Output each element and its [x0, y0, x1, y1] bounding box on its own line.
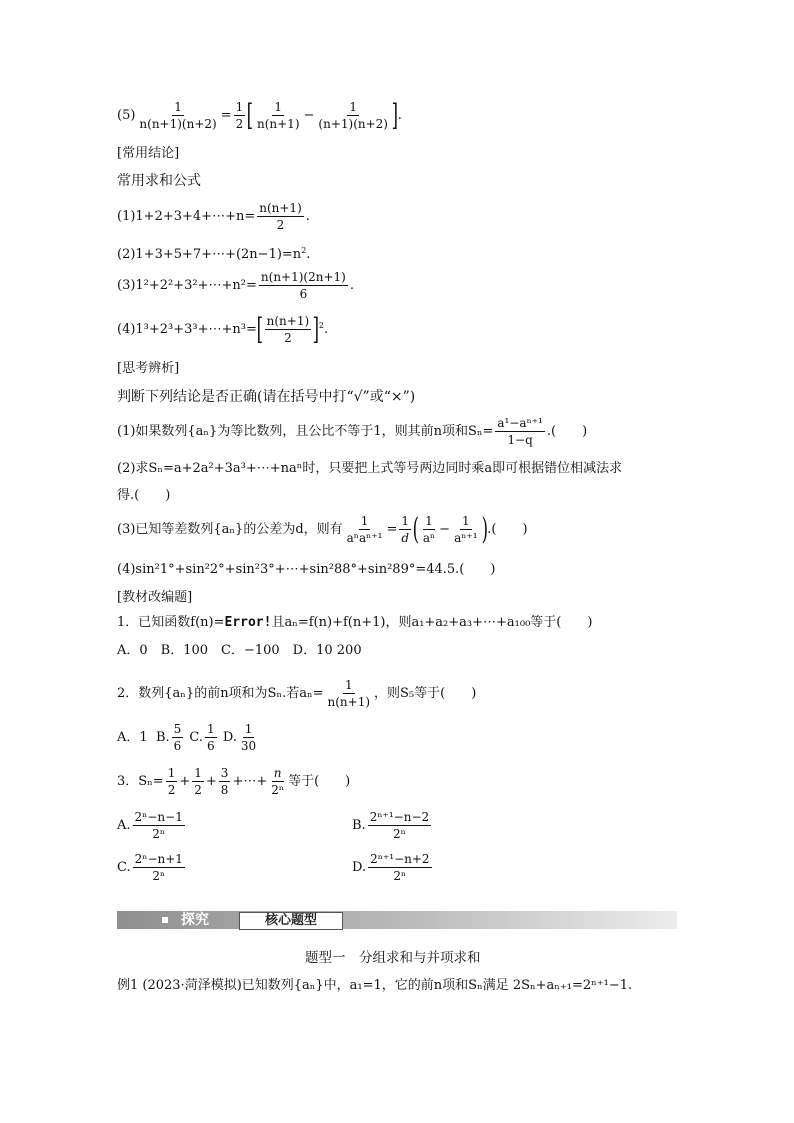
judge-prompt: 判断下列结论是否正确(请在括号中打“√”或“×”)	[117, 389, 416, 405]
frac-den: aⁿaⁿ⁺¹	[346, 531, 383, 545]
frac-num: 2ⁿ−n−1	[134, 810, 183, 824]
banner-right-label: 核心题型	[239, 912, 343, 930]
formula-5	[117, 97, 402, 133]
exponent: 2	[318, 321, 324, 330]
frac-num: 2ⁿ⁺¹−n−2	[369, 810, 430, 824]
right-bracket: ]	[391, 97, 399, 133]
fraction	[452, 514, 480, 545]
option-label: C.	[117, 860, 131, 875]
question-2-options	[117, 722, 260, 753]
question-3-option-c	[117, 852, 187, 883]
period: .	[306, 247, 311, 262]
eq-sign: =	[220, 108, 232, 123]
question-3-option-a	[117, 810, 187, 841]
minus-sign: −	[439, 522, 451, 537]
frac-den: 30	[240, 739, 257, 753]
frac-num: n(n+1)(2n+1)	[260, 270, 346, 284]
exponent: 2	[301, 246, 307, 255]
right-bracket: ]	[312, 311, 320, 347]
formula-lhs: (3)1²+2²+3²+⋯+n²=	[117, 278, 257, 293]
question-text: 2．数列{aₙ}的前n项和为Sₙ.若aₙ=	[117, 686, 324, 701]
frac-den: aⁿ⁺¹	[454, 531, 478, 545]
square-bullet-icon	[162, 917, 168, 923]
frac-num: 1	[344, 678, 353, 692]
frac-num: 1	[244, 722, 253, 736]
frac-num: 1	[360, 514, 369, 528]
fraction	[326, 678, 373, 709]
plus-sign: +⋯+	[232, 774, 268, 789]
frac-den: n(n+1)(n+2)	[139, 117, 217, 131]
option-fraction	[133, 810, 185, 841]
fraction	[265, 314, 312, 345]
frac-num: 1	[401, 514, 410, 528]
frac-num: 1	[274, 100, 283, 114]
option-c-label: C.	[189, 730, 204, 745]
frac-den: 6	[207, 739, 215, 753]
judge-item-1	[117, 416, 587, 447]
error-text: Error!	[224, 615, 272, 630]
frac-den: n(n+1)	[256, 117, 300, 131]
left-paren: (	[412, 511, 420, 547]
frac-den: 2	[167, 783, 176, 797]
fraction	[234, 100, 246, 131]
question-text: 等于( )	[288, 774, 351, 789]
item-text: (3)已知等差数列{aₙ}的公差为d，则有	[117, 522, 343, 537]
fraction	[257, 201, 304, 232]
frac-num: a¹−aⁿ⁺¹	[497, 416, 543, 430]
question-1-options: A．0 B．100 C．−100 D．10 200	[117, 643, 362, 658]
judge-item-2-line1: (2)求Sₙ=a+2a²+3a³+⋯+naⁿ时，只要把上式等号两边同时乘a即可根据错位相减法求	[117, 461, 623, 476]
formula-c2	[117, 242, 310, 264]
question-3	[117, 766, 350, 797]
frac-den: 2ⁿ	[393, 869, 407, 883]
eq-sign: =	[386, 522, 398, 537]
frac-den: 2ⁿ	[152, 827, 166, 841]
option-c-fraction	[205, 722, 217, 753]
formula-c1	[117, 201, 310, 232]
fraction	[137, 100, 218, 131]
period: .	[397, 108, 402, 123]
option-label: B.	[352, 818, 366, 833]
judge-item-3	[117, 511, 528, 547]
right-paren: )	[481, 511, 488, 547]
frac-num: 1	[194, 766, 202, 780]
question-text: ，则S₅等于( )	[374, 686, 477, 701]
fraction	[192, 766, 204, 797]
question-text: 1．已知函数f(n)=	[117, 615, 225, 630]
frac-num: 3	[220, 766, 229, 780]
period: .	[349, 278, 354, 293]
frac-den: (n+1)(n+2)	[318, 117, 388, 131]
frac-den: 2	[194, 783, 202, 797]
fraction	[316, 100, 390, 131]
formula-c4	[117, 311, 329, 347]
frac-den: 1−q	[507, 433, 533, 447]
formula-lhs: (1)1+2+3+4+⋯+n=	[117, 209, 256, 224]
section-common-header: [常用结论]	[117, 146, 180, 161]
period: .	[305, 209, 310, 224]
option-fraction	[368, 852, 431, 883]
fraction	[421, 514, 437, 545]
question-text: 3．Sₙ=	[117, 774, 164, 789]
option-d-fraction	[239, 722, 258, 753]
minus-sign: −	[303, 108, 315, 123]
frac-num: n(n+1)	[259, 201, 302, 215]
section-think-header: [思考辨析]	[117, 361, 180, 376]
sum-formulas-title: 常用求和公式	[117, 173, 201, 189]
question-text: 且aₙ=f(n)+f(n+1)，则a₁+a₂+a₃+⋯+a₁₀₀等于( )	[271, 615, 593, 630]
frac-den: 6	[173, 739, 182, 753]
frac-den: 2ⁿ	[393, 827, 406, 841]
frac-num: 2ⁿ⁺¹−n+2	[370, 852, 430, 866]
frac-num: 1	[462, 514, 470, 528]
frac-den: d	[401, 531, 410, 545]
fraction	[166, 766, 178, 797]
question-3-option-b	[352, 810, 433, 841]
frac-num: n	[273, 766, 282, 780]
formula-text: (2)1+3+5+7+⋯+(2n−1)=n	[117, 247, 302, 262]
judge-item-2-line2: 得.( )	[117, 488, 171, 503]
fraction	[255, 100, 302, 131]
period: .	[323, 322, 329, 337]
frac-den: 2ⁿ	[271, 783, 285, 797]
question-2	[117, 678, 476, 709]
fraction	[399, 514, 411, 545]
formula-c3	[117, 270, 354, 301]
frac-num: 1	[425, 514, 433, 528]
answer-paren: .( )	[487, 522, 528, 537]
option-label: A.	[117, 818, 131, 833]
option-b-fraction	[172, 722, 184, 753]
frac-den: 2	[276, 218, 285, 232]
frac-num: 1	[167, 766, 176, 780]
section-textbook-header: [教材改编题]	[117, 590, 193, 605]
option-fraction	[368, 810, 431, 841]
frac-den: n(n+1)	[327, 695, 371, 709]
formula-lhs: (4)1³+2³+3³+⋯+n³=	[117, 322, 257, 337]
frac-den: 2	[284, 331, 292, 345]
item-label: (5)	[117, 108, 136, 123]
frac-den: 2ⁿ	[152, 869, 166, 883]
fraction	[345, 514, 385, 545]
frac-num: 5	[173, 722, 182, 736]
frac-den: 8	[220, 783, 229, 797]
plus-sign: +	[205, 774, 217, 789]
option-b-label: B.	[155, 730, 170, 745]
left-bracket: [	[256, 311, 264, 347]
option-fraction	[133, 852, 185, 883]
type-title: 题型一 分组求和与并项求和	[305, 950, 481, 966]
judge-item-4: (4)sin²1°+sin²2°+sin²3°+⋯+sin²88°+sin²89°=44.5.( )	[117, 562, 496, 577]
section-banner	[117, 911, 677, 929]
fraction	[495, 416, 545, 447]
option-d-label: D.	[222, 730, 237, 745]
frac-num: 1	[349, 100, 357, 114]
left-bracket: [	[246, 97, 254, 133]
frac-num: 1	[207, 722, 215, 736]
question-1	[117, 614, 592, 632]
answer-paren: .( )	[546, 424, 588, 439]
option-label: D.	[352, 860, 367, 875]
example-1: 例1 (2023·菏泽模拟)已知数列{aₙ}中，a₁=1，它的前n项和Sₙ满足 2Sₙ+aₙ₊₁=2ⁿ⁺¹−1.	[117, 978, 633, 993]
frac-num: 1	[235, 100, 244, 114]
frac-den: aⁿ	[422, 531, 436, 545]
plus-sign: +	[179, 774, 191, 789]
frac-den: 6	[299, 287, 308, 301]
frac-den: 2	[235, 117, 244, 131]
fraction	[269, 766, 286, 797]
frac-num: n(n+1)	[266, 314, 310, 328]
frac-num: 2ⁿ−n+1	[134, 852, 183, 866]
banner-left-label: 探究	[181, 912, 209, 928]
item-text: (1)如果数列{aₙ}为等比数列，且公比不等于1，则其前n项和Sₙ=	[117, 424, 494, 439]
frac-num: 1	[174, 100, 182, 114]
fraction	[219, 766, 231, 797]
fraction	[259, 270, 348, 301]
question-3-option-d	[352, 852, 434, 883]
option-a: A．1	[117, 730, 148, 745]
